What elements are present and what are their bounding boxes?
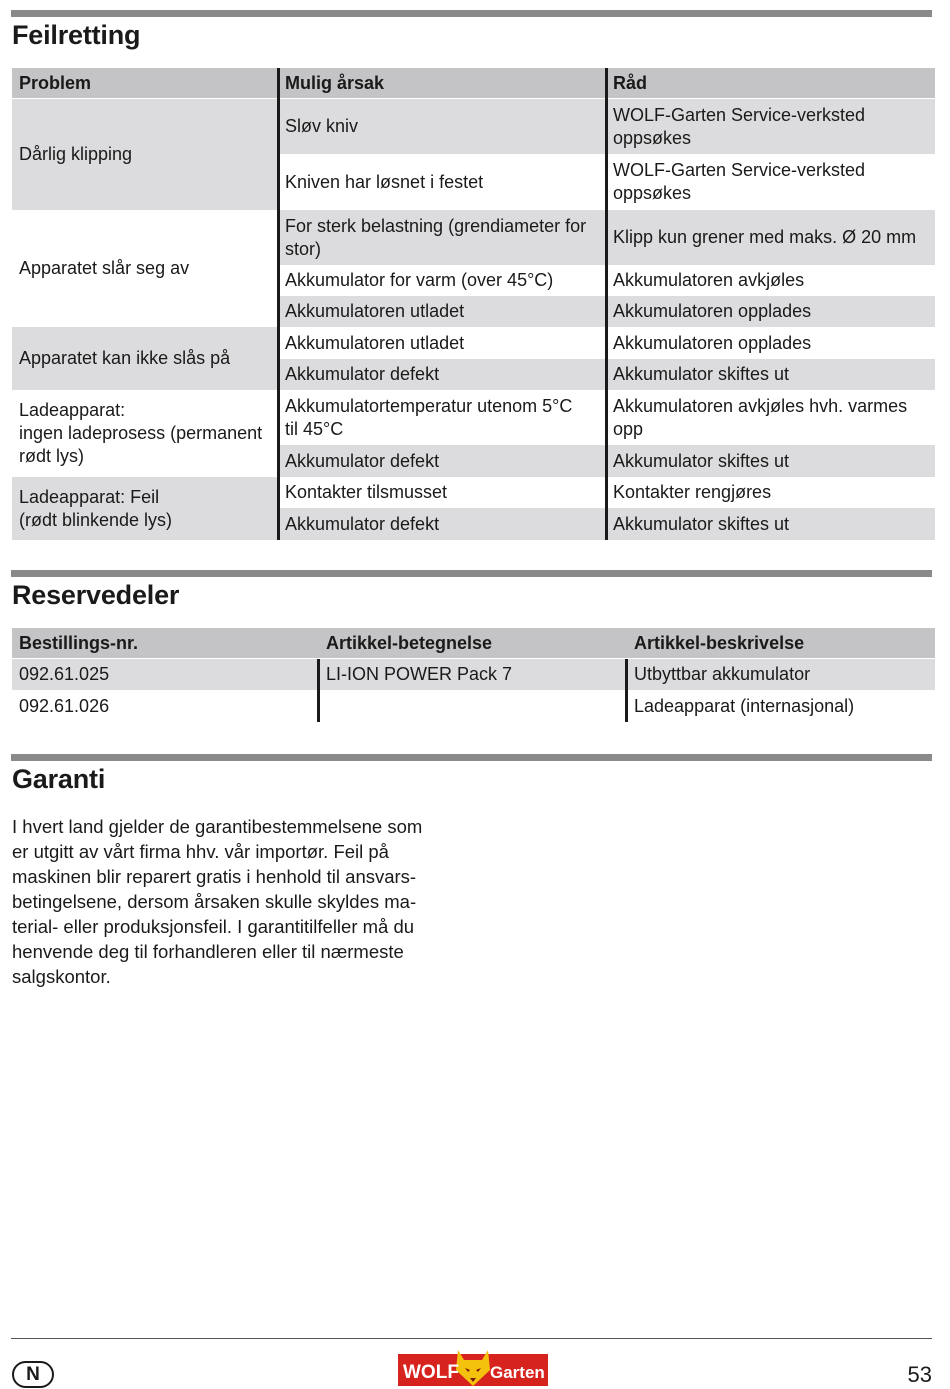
header-cause: Mulig årsak <box>278 68 606 98</box>
column-divider <box>605 68 608 540</box>
article-name: LI-ION POWER Pack 7 <box>319 659 627 690</box>
order-number: 092.61.025 <box>12 659 319 690</box>
table-row <box>12 445 935 477</box>
article-description: Ladeapparat (internasjonal) <box>634 695 855 716</box>
text-line: Kontakter rengjøres <box>613 482 772 502</box>
article-name <box>319 690 627 722</box>
cause-cell <box>278 390 606 445</box>
table-row <box>12 359 935 390</box>
advice-cell <box>606 508 935 540</box>
cause-text <box>285 215 586 261</box>
text-line: (rødt blinkende lys) <box>19 509 173 530</box>
advice-cell <box>606 265 935 296</box>
advice-cell <box>606 359 935 390</box>
text-line: Akkumulator defekt <box>285 450 440 471</box>
text-line: Ladeapparat: Feil <box>19 486 160 507</box>
cause-text <box>285 171 483 194</box>
table-row <box>12 690 935 722</box>
table-row <box>12 327 935 359</box>
cause-text <box>285 363 439 386</box>
section-title-feilretting: Feilretting <box>12 20 141 50</box>
paragraph-line: er utgitt av vårt firma hhv. vår importør. Feil på <box>12 841 389 862</box>
text-line: Kniven har løsnet i festet <box>285 171 484 192</box>
cause-cell <box>278 327 606 359</box>
table-row <box>12 99 935 154</box>
troubleshooting-table <box>12 68 935 540</box>
cause-cell <box>278 154 606 210</box>
advice-cell <box>606 154 935 210</box>
advice-text <box>613 513 789 536</box>
table-row <box>12 390 935 445</box>
text-line: Akkumulatoren utladet <box>285 332 465 353</box>
text-line: rødt lys) <box>19 446 84 466</box>
cause-cell <box>278 265 606 296</box>
text-line: Akkumulatoren avkjøles <box>613 270 805 290</box>
cause-text <box>285 269 553 292</box>
cause-text <box>285 115 358 138</box>
cause-cell <box>278 477 606 508</box>
cause-text <box>285 450 439 473</box>
text-line: Akkumulatoren avkjøles hvh. varmes <box>613 395 908 416</box>
cause-cell <box>278 296 606 327</box>
table-row <box>12 296 935 327</box>
advice-cell <box>606 327 935 359</box>
section-rule-feilretting <box>11 10 932 17</box>
advice-text <box>613 226 916 249</box>
text-line: Akkumulator for varm (over 45°C) <box>285 270 554 290</box>
advice-cell <box>606 477 935 508</box>
paragraph-line: henvende deg til forhandleren eller til nærmeste <box>12 941 404 962</box>
header-article-name: Artikkel-betegnelse <box>319 628 627 658</box>
header-advice: Råd <box>606 68 935 98</box>
cause-text <box>285 395 572 441</box>
text-line: Akkumulator defekt <box>285 513 440 534</box>
cause-text <box>285 332 464 355</box>
cause-cell <box>278 210 606 265</box>
advice-cell <box>606 390 935 445</box>
text-line: Sløv kniv <box>285 116 359 136</box>
advice-text <box>613 104 865 150</box>
paragraph-line: terial- eller produksjonsfeil. I garantitilfeller må du <box>12 916 415 937</box>
warranty-paragraph <box>12 814 457 989</box>
text-line: Akkumulator skiftes ut <box>613 513 790 534</box>
table-row <box>12 210 935 265</box>
advice-text <box>613 300 811 323</box>
text-line: Akkumulatortemperatur utenom 5°C <box>285 395 573 416</box>
section-title-reservedeler: Reservedeler <box>12 580 180 610</box>
table-row <box>12 477 935 508</box>
text-line: Akkumulator skiftes ut <box>613 450 790 471</box>
wolf-garten-logo <box>398 1348 548 1388</box>
header-order-no: Bestillings-nr. <box>12 628 319 658</box>
logo-text-wolf: WOLF <box>403 1362 459 1383</box>
advice-text <box>613 332 811 355</box>
text-line: Akkumulator defekt <box>285 364 440 384</box>
table-row <box>12 659 935 690</box>
text-line: Apparatet kan ikke slås på <box>19 348 231 368</box>
advice-text <box>613 481 771 504</box>
paragraph-line: I hvert land gjelder de garantibestemmelsene som <box>12 816 423 837</box>
advice-cell <box>606 210 935 265</box>
cause-cell <box>278 359 606 390</box>
text-line: Akkumulatoren opplades <box>613 301 812 321</box>
header-article-desc: Artikkel-beskrivelse <box>627 628 935 658</box>
language-badge: N <box>12 1361 54 1388</box>
advice-text <box>613 395 907 441</box>
text-line: Akkumulatoren opplades <box>613 332 812 353</box>
text-line: Ladeapparat: <box>19 400 126 420</box>
advice-text <box>613 159 865 205</box>
cause-cell <box>278 445 606 477</box>
text-line: stor) <box>285 238 321 259</box>
table-row <box>12 154 935 210</box>
text-line: Kontakter tilsmusset <box>285 482 448 502</box>
cause-text <box>285 513 439 536</box>
footer-rule <box>11 1338 932 1339</box>
column-divider <box>277 68 280 540</box>
advice-cell <box>606 445 935 477</box>
section-title-garanti: Garanti <box>12 764 106 794</box>
text-line: Akkumulatoren utladet <box>285 301 465 321</box>
paragraph-line: maskinen blir reparert gratis i henhold til ansvars- <box>12 866 417 887</box>
cause-text <box>285 300 464 323</box>
section-rule-garanti <box>11 754 932 761</box>
text-line: ingen ladeprosess (permanent <box>19 423 263 443</box>
text-line: Akkumulator skiftes ut <box>613 364 790 384</box>
cause-text <box>285 481 447 504</box>
text-line: oppsøkes <box>613 127 692 148</box>
text-line: For sterk belastning (grendiameter for <box>285 215 587 236</box>
header-problem: Problem <box>12 68 278 98</box>
table-header-row <box>12 628 935 658</box>
column-divider <box>625 659 628 722</box>
text-line: WOLF-Garten Service-verksted <box>613 104 866 125</box>
spare-parts-table <box>12 628 935 722</box>
table-row <box>12 508 935 540</box>
advice-cell <box>606 296 935 327</box>
advice-text <box>613 363 789 386</box>
cause-cell <box>278 99 606 154</box>
text-line: WOLF-Garten Service-verksted <box>613 160 866 180</box>
column-divider <box>317 659 320 722</box>
logo-text-garten: Garten <box>490 1363 545 1382</box>
text-line: Klipp kun grener med maks. Ø 20 mm <box>613 227 917 247</box>
cause-cell <box>278 508 606 540</box>
order-number: 092.61.026 <box>19 695 110 716</box>
advice-cell <box>606 99 935 154</box>
advice-text <box>613 450 789 473</box>
text-line: oppsøkes <box>613 183 692 203</box>
article-description: Utbyttbar akkumulator <box>627 659 935 690</box>
advice-text <box>613 269 804 292</box>
text-line: opp <box>613 418 644 439</box>
table-row <box>12 265 935 296</box>
text-line: Apparatet slår seg av <box>19 258 190 278</box>
paragraph-line: salgskontor. <box>12 966 111 987</box>
text-line: Dårlig klipping <box>19 144 133 164</box>
paragraph-line: betingelsene, dersom årsaken skulle skyldes ma- <box>12 891 417 912</box>
table-header-row <box>12 68 935 98</box>
page-number: 53 <box>907 1362 932 1387</box>
section-rule-reservedeler <box>11 570 932 577</box>
text-line: til 45°C <box>285 418 344 439</box>
